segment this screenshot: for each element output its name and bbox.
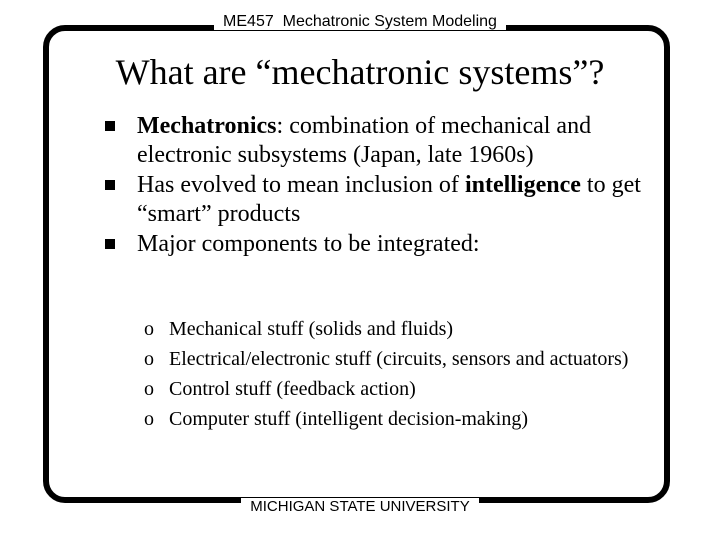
sub-bullet-list — [144, 314, 644, 434]
university-text: MICHIGAN STATE UNIVERSITY — [241, 498, 478, 515]
bullet-text-before: Has evolved to mean inclusion of — [137, 172, 465, 198]
circle-bullet-icon: o — [144, 408, 154, 430]
circle-bullet-icon: o — [144, 378, 154, 400]
sub-bullet-text: Electrical/electronic stuff (circuits, sensors and actuators) — [169, 348, 629, 370]
bullet-list — [105, 112, 645, 259]
header-course-label — [0, 12, 720, 32]
bullet-bold-term: intelligence — [464, 172, 581, 198]
sub-bullet-text: Computer stuff (intelligent decision-making) — [169, 408, 529, 430]
sub-bullet-item — [144, 346, 644, 372]
sub-bullet-item — [144, 404, 644, 434]
bullet-text: : combination of mechanical and electronic subsystems (Japan, late 1960s) — [137, 113, 592, 168]
circle-bullet-icon: o — [144, 348, 154, 370]
bullet-bold-term: Mechatronics — [137, 113, 277, 139]
circle-bullet-icon: o — [144, 318, 154, 340]
page-title: What are “mechatronic systems”? — [115, 52, 605, 92]
square-bullet-icon — [105, 180, 115, 190]
square-bullet-icon — [105, 239, 115, 249]
sub-bullet-text: Control stuff (feedback action) — [169, 378, 416, 400]
bullet-item-components — [105, 230, 645, 259]
sub-bullet-text: Mechanical stuff (solids and fluids) — [169, 318, 454, 340]
bullet-item-intelligence — [105, 171, 645, 229]
square-bullet-icon — [105, 121, 115, 131]
sub-bullet-item — [144, 314, 644, 344]
sub-bullet-item — [144, 374, 644, 404]
course-label-text: ME457 Mechatronic System Modeling — [214, 13, 506, 30]
footer-university-label — [0, 497, 720, 517]
bullet-item-mechatronics — [105, 112, 645, 170]
bullet-text: Major components to be integrated: — [137, 231, 480, 257]
bullet-text-after: to get “smart” products — [137, 172, 641, 227]
